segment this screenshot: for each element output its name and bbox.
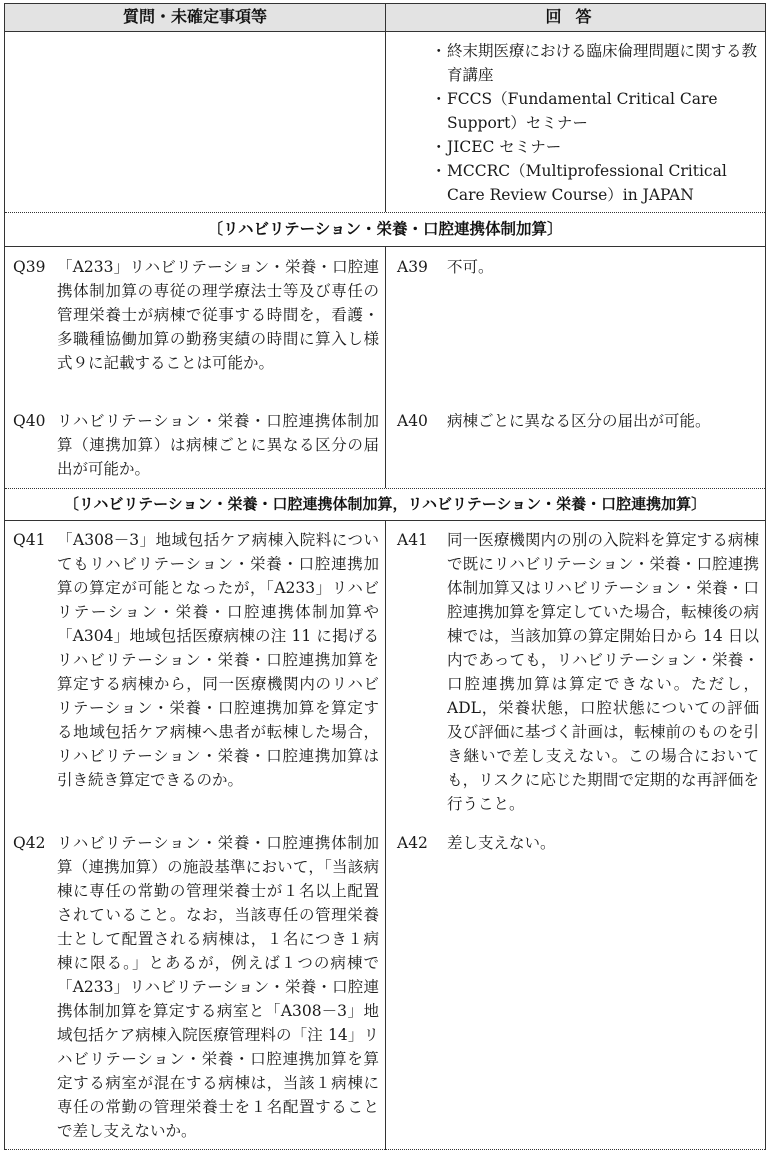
answer-label: A40 (397, 412, 428, 430)
answer-label: A39 (397, 258, 428, 276)
question-label: Q39 (13, 258, 46, 276)
list-item: ・ JICEC セミナー (433, 135, 763, 159)
answer-label: A41 (397, 531, 428, 549)
continued-answer-list (433, 39, 763, 207)
answer-a42 (397, 831, 759, 861)
question-q41 (13, 528, 379, 822)
answer-text: 不可。 (447, 258, 494, 276)
answer-text: 同一医療機関内の別の入院料を算定する病棟で既にリハビリテーション・栄養・口腔連携体制加算又はリハビリテーション・栄養・口腔連携加算を算定していた場合，転棟後の病棟では，当該加算の算定開始日から 14 日以内であっても，リハビリテーション・栄養・口腔連携加算は算定できない。ただし，ADL，栄養状態，口腔状態についての評価及び評価に基づく計画は，転棟前のものを引き継いで差し支えない。この場合においても，リスクに応じた期間で定期的な再評価を行うこと。 (447, 531, 759, 813)
list-item: ・ MCCRC（Multiprofessional Critical Care Review Course）in JAPAN (433, 159, 763, 207)
answer-text: 病棟ごとに異なる区分の届出が可能。 (447, 412, 711, 430)
answer-a41 (397, 528, 759, 822)
question-q42 (13, 831, 379, 1147)
answer-a39 (397, 255, 759, 285)
qa-table (4, 3, 766, 1150)
answer-column-header: 回答 (545, 7, 606, 26)
question-text: リハビリテーション・栄養・口腔連携体制加算（連携加算）は病棟ごとに異なる区分の届出が可能か。 (57, 412, 379, 478)
list-item: ・ FCCS（Fundamental Critical Care Support）セミナー (433, 87, 763, 135)
section-heading: 〔リハビリテーション・栄養・口腔連携体制加算〕 (207, 220, 563, 238)
question-text: リハビリテーション・栄養・口腔連携体制加算（連携加算）の施設基準において，「当該病棟に専任の常勤の管理栄養士が１名以上配置されていること。なお，当該専任の管理栄養士として配置される病棟は，１名につき１病棟に限る。」とあるが，例えば１つの病棟で「A233」リハビリテーション・栄養・口腔連携体制加算を算定する病室と「A308－3」地域包括ケア病棟入院医療管理料の「注 14」リハビリテーション・栄養・口腔連携加算を算定する病室が混在する病棟は，当該１病棟に専任の常勤の管理栄養士を１名配置することで差し支えないか。 (57, 834, 379, 1140)
question-text: 「A308－3」地域包括ケア病棟入院料についてもリハビリテーション・栄養・口腔連携加算の算定が可能となったが，「A233」リハビリテーション・栄養・口腔連携体制加算や「A304」地域包括医療病棟の注 11 に掲げるリハビリテーション・栄養・口腔連携加算を算定する病棟から，同一医療機関内のリハビリテーション・栄養・口腔連携加算を算定する地域包括ケア病棟へ患者が転棟した場合，リハビリテーション・栄養・口腔連携加算は引き続き算定できるのか。 (57, 531, 379, 789)
answer-a40 (397, 409, 759, 439)
answer-label: A42 (397, 834, 428, 852)
question-text: 「A233」リハビリテーション・栄養・口腔連携体制加算の専従の理学療法士等及び専任の管理栄養士が病棟で従事する時間を，看護・多職種協働加算の勤務実績の時間に算入し様式９に記載することは可能か。 (57, 258, 379, 372)
question-q39 (13, 255, 379, 405)
question-label: Q41 (13, 531, 46, 549)
question-column-header: 質問・未確定事項等 (122, 7, 267, 26)
question-q40 (13, 409, 379, 485)
question-label: Q40 (13, 412, 46, 430)
answer-text: 差し支えない。 (447, 834, 556, 852)
question-label: Q42 (13, 834, 46, 852)
list-item: ・ 終末期医療における臨床倫理問題に関する教育講座 (433, 39, 763, 87)
section-heading: 〔リハビリテーション・栄養・口腔連携体制加算，リハビリテーション・栄養・口腔連携加算〕 (63, 495, 707, 513)
